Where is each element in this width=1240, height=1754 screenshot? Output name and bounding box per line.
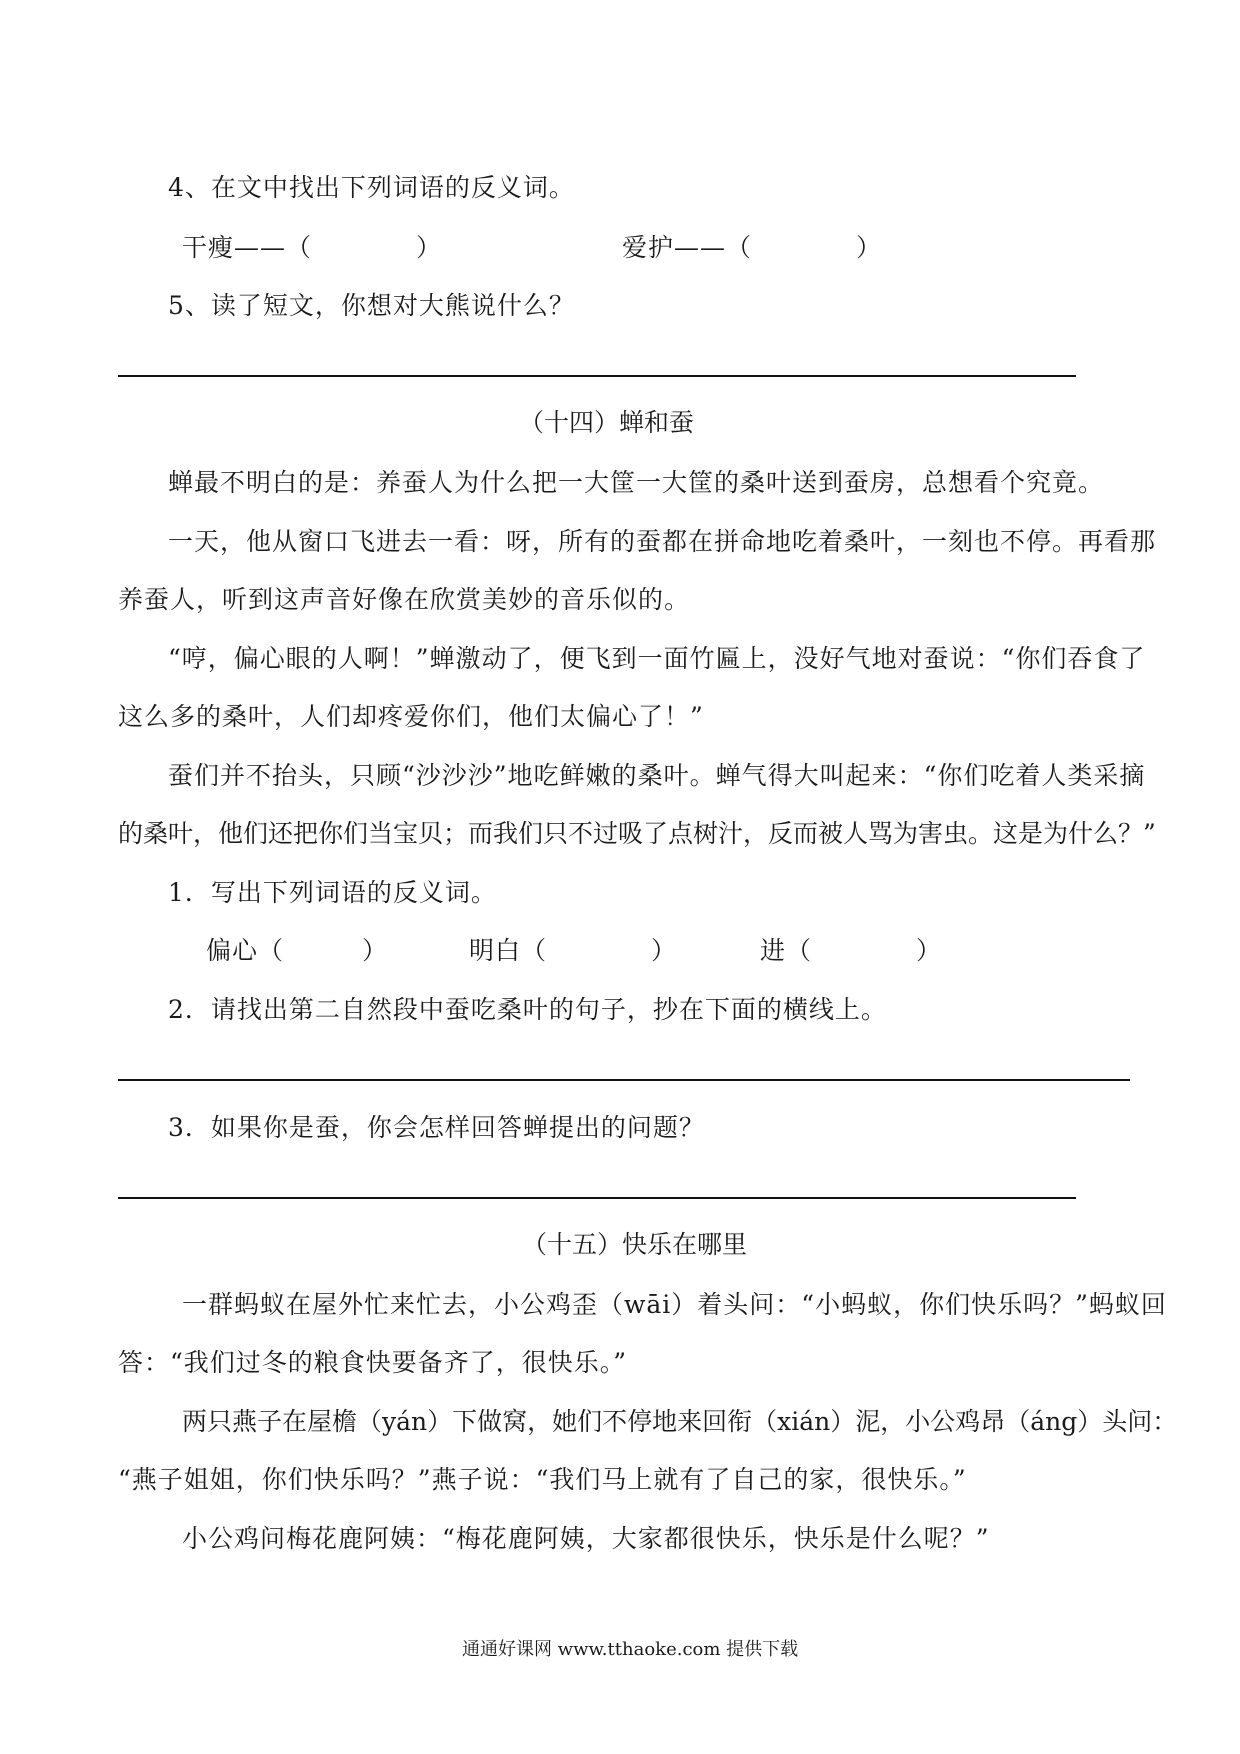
question-4-item-a: 干瘦——（ ） — [182, 233, 443, 262]
paragraph-1: 蝉最不明白的是：养蚕人为什么把一大筐一大筐的桑叶送到蚕房，总想看个究竟。 — [168, 468, 1105, 497]
question-1-item-c: 进（ ） — [760, 936, 943, 965]
paragraph-2-line-1: 一天，他从窗口飞进去一看：呀，所有的蚕都在拼命地吃着桑叶，一刻也不停。再看那 — [168, 527, 1157, 556]
paragraph-3-line-1: “哼，偏心眼的人啊！”蝉激动了，便飞到一面竹匾上，没好气地对蚕说：“你们吞食了 — [168, 644, 1146, 673]
question-2: 2．请找出第二自然段中蚕吃桑叶的句子，抄在下面的横线上。 — [168, 995, 887, 1024]
paragraph-3-line-2: 这么多的桑叶，人们却疼爱你们，他们太偏心了！” — [118, 702, 704, 731]
paragraph-3: 小公鸡问梅花鹿阿姨：“梅花鹿阿姨，大家都很快乐，快乐是什么呢？” — [182, 1524, 990, 1553]
answer-line — [118, 375, 1076, 377]
paragraph-4-line-1: 蚕们并不抬头，只顾“沙沙沙”地吃鲜嫩的桑叶。蝉气得大叫起来：“你们吃着人类采摘 — [168, 761, 1146, 790]
question-3: 3．如果你是蚕，你会怎样回答蝉提出的问题？ — [168, 1113, 705, 1142]
paragraph-2-line-2: “燕子姐姐，你们快乐吗？”燕子说：“我们马上就有了自己的家，很快乐。” — [118, 1465, 967, 1494]
paragraph-1-line-2: 答：“我们过冬的粮食快要备齐了，很快乐。” — [118, 1348, 628, 1377]
section-15-title: （十五）快乐在哪里 — [522, 1230, 748, 1259]
footer-text: 通通好课网 www.tthaoke.com 提供下载 — [462, 1639, 799, 1660]
section-14-title: （十四）蝉和蚕 — [519, 408, 695, 437]
question-1: 1．写出下列词语的反义词。 — [168, 878, 497, 907]
question-1-item-b: 明白（ ） — [469, 936, 678, 965]
question-1-item-a: 偏心（ ） — [206, 936, 389, 965]
question-5: 5、读了短文，你想对大熊说什么？ — [168, 291, 575, 320]
paragraph-2-line-2: 养蚕人，听到这声音好像在欣赏美妙的音乐似的。 — [118, 585, 691, 614]
paragraph-1-line-1: 一群蚂蚁在屋外忙来忙去，小公鸡歪（wāi）着头问：“小蚂蚁，你们快乐吗？”蚂蚁回 — [182, 1290, 1167, 1319]
answer-line — [118, 1079, 1130, 1081]
paragraph-4-line-2: 的桑叶，他们还把你们当宝贝；而我们只不过吸了点树汁，反而被人骂为害虫。这是为什么？” — [118, 819, 1156, 848]
paragraph-2-line-1: 两只燕子在屋檐（yán）下做窝，她们不停地来回衔（xián）泥，小公鸡昂（áng）头问： — [182, 1407, 1178, 1436]
question-4: 4、在文中找出下列词语的反义词。 — [168, 173, 575, 202]
question-4-item-b: 爱护——（ ） — [622, 233, 883, 262]
answer-line — [118, 1197, 1076, 1199]
